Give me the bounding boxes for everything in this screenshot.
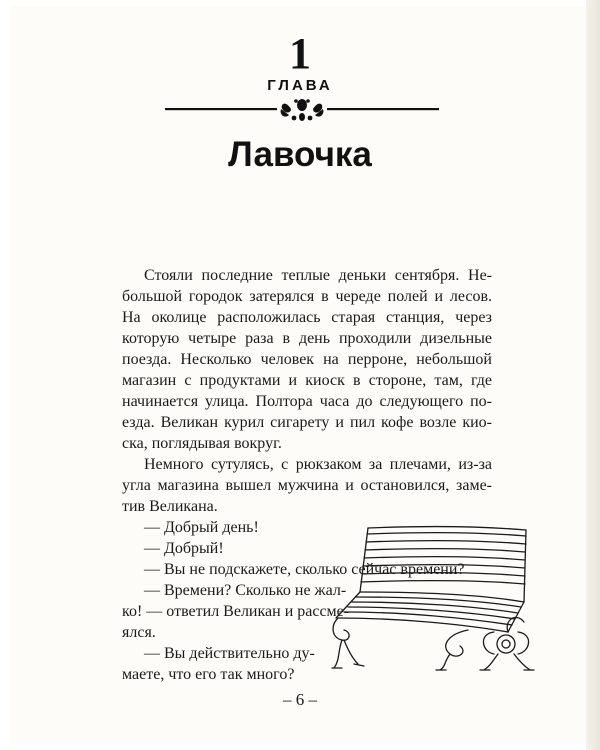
text-line: ялся. xyxy=(122,624,156,641)
text-line: — Вы не подскажете, сколько сейчас времени? xyxy=(144,561,465,578)
text-line: начинается улица. Полтора часа до следующего по- xyxy=(122,393,492,410)
text-line: На околице расположилась старая станция, через xyxy=(122,309,492,326)
text-line: поезда. Несколько человек на перроне, небольшой xyxy=(122,351,492,368)
chapter-number: 1 xyxy=(289,29,311,78)
text-line: ко! — ответил Великан и рассме- xyxy=(122,603,350,620)
text-line: большой городок затерялся в череде полей и лесов. xyxy=(122,288,492,305)
text-line: угла магазина вышел мужчина и остановился, заме- xyxy=(122,477,492,494)
text-line: тив Великана. xyxy=(122,498,218,515)
text-line: — Добрый! xyxy=(144,540,224,557)
text-line: — Времени? Сколько не жал- xyxy=(144,582,347,599)
text-line: Стояли последние теплые деньки сентября. Не- xyxy=(144,267,492,284)
text-line: езда. Великан курил сигарету и пил кофе возле кио- xyxy=(122,414,492,431)
page-edge xyxy=(586,0,600,750)
text-line: маете, что его так много? xyxy=(122,666,295,683)
text-line: — Вы действительно ду- xyxy=(144,645,315,662)
text-line: Немного сутулясь, с рюкзаком за плечами, из-за xyxy=(144,456,492,473)
bench-illustration-icon xyxy=(328,522,538,674)
chapter-title: Лавочка xyxy=(228,135,372,174)
text-line: которую четыре раза в день проходили дизельные xyxy=(122,330,492,347)
page-number: – 6 – xyxy=(283,690,317,709)
text-line: магазин с продуктами и киоск в стороне, там, где xyxy=(122,372,492,389)
text-line: ска, поглядывая вокруг. xyxy=(122,435,282,452)
ornament-divider-icon xyxy=(165,95,439,125)
chapter-label: ГЛАВА xyxy=(267,77,333,94)
text-line: — Добрый день! xyxy=(144,519,259,536)
